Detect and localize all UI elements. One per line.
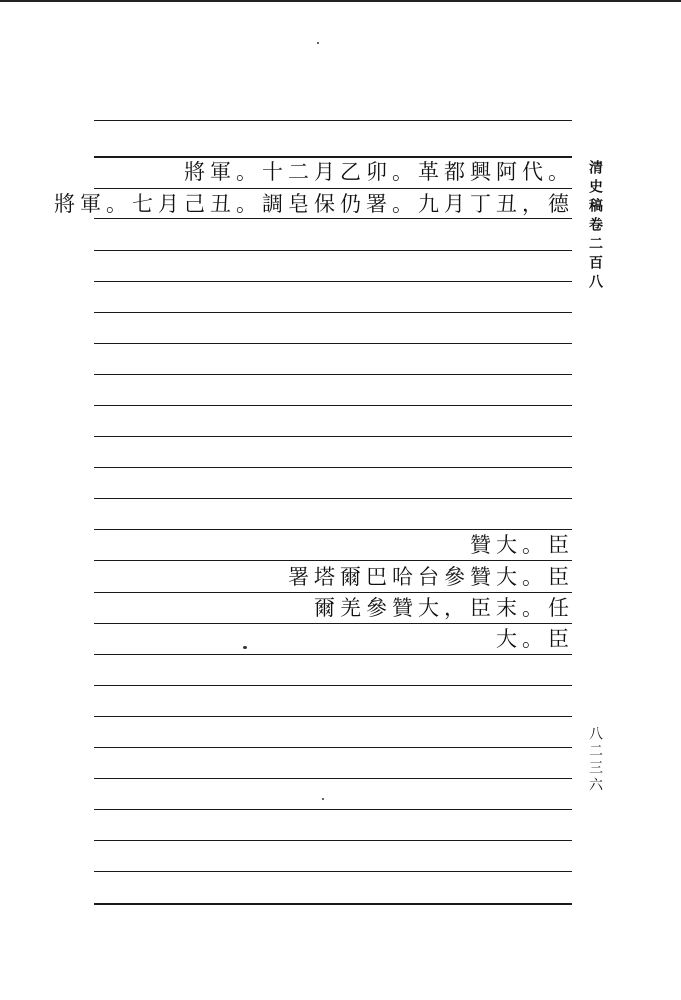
ledger-rule [94, 405, 572, 406]
ledger-rule [94, 716, 572, 717]
ledger-rule [94, 343, 572, 344]
page-number: 八二三六 [587, 726, 603, 794]
ledger-rule [94, 809, 572, 810]
entry-row: 將軍。十二月乙卯。革都興阿代。 [184, 160, 574, 184]
ledger-rule [94, 374, 572, 375]
ledger-rule [94, 654, 572, 655]
ledger-rule [94, 778, 572, 779]
ledger-rule [94, 560, 572, 561]
ledger-rule [94, 281, 572, 282]
entry-row: 爾羌參贊大，臣末。任 [314, 596, 574, 620]
ledger-rule [94, 120, 572, 121]
ledger-rule [94, 685, 572, 686]
ink-speck [243, 646, 247, 649]
ledger-rule [94, 312, 572, 313]
ledger-rule [94, 903, 572, 905]
entry-row: 將軍。七月己丑。調皂保仍署。九月丁丑，德 [54, 192, 574, 216]
ledger-rule [94, 747, 572, 748]
entry-row: 贊大。臣 [470, 533, 574, 557]
ledger-rule [94, 840, 572, 841]
ledger-rule [94, 436, 572, 437]
top-border [0, 0, 681, 2]
ink-speck [322, 798, 324, 800]
ledger-rule [94, 871, 572, 872]
entry-row: 署塔爾巴哈台參贊大。臣 [288, 565, 574, 589]
entry-row: 大。臣 [496, 627, 574, 651]
ledger-rule [94, 250, 572, 251]
ledger-rule [94, 498, 572, 499]
book-title: 清史稿卷二百八 [587, 160, 603, 293]
ink-speck [317, 42, 319, 44]
ledger-rule [94, 467, 572, 468]
